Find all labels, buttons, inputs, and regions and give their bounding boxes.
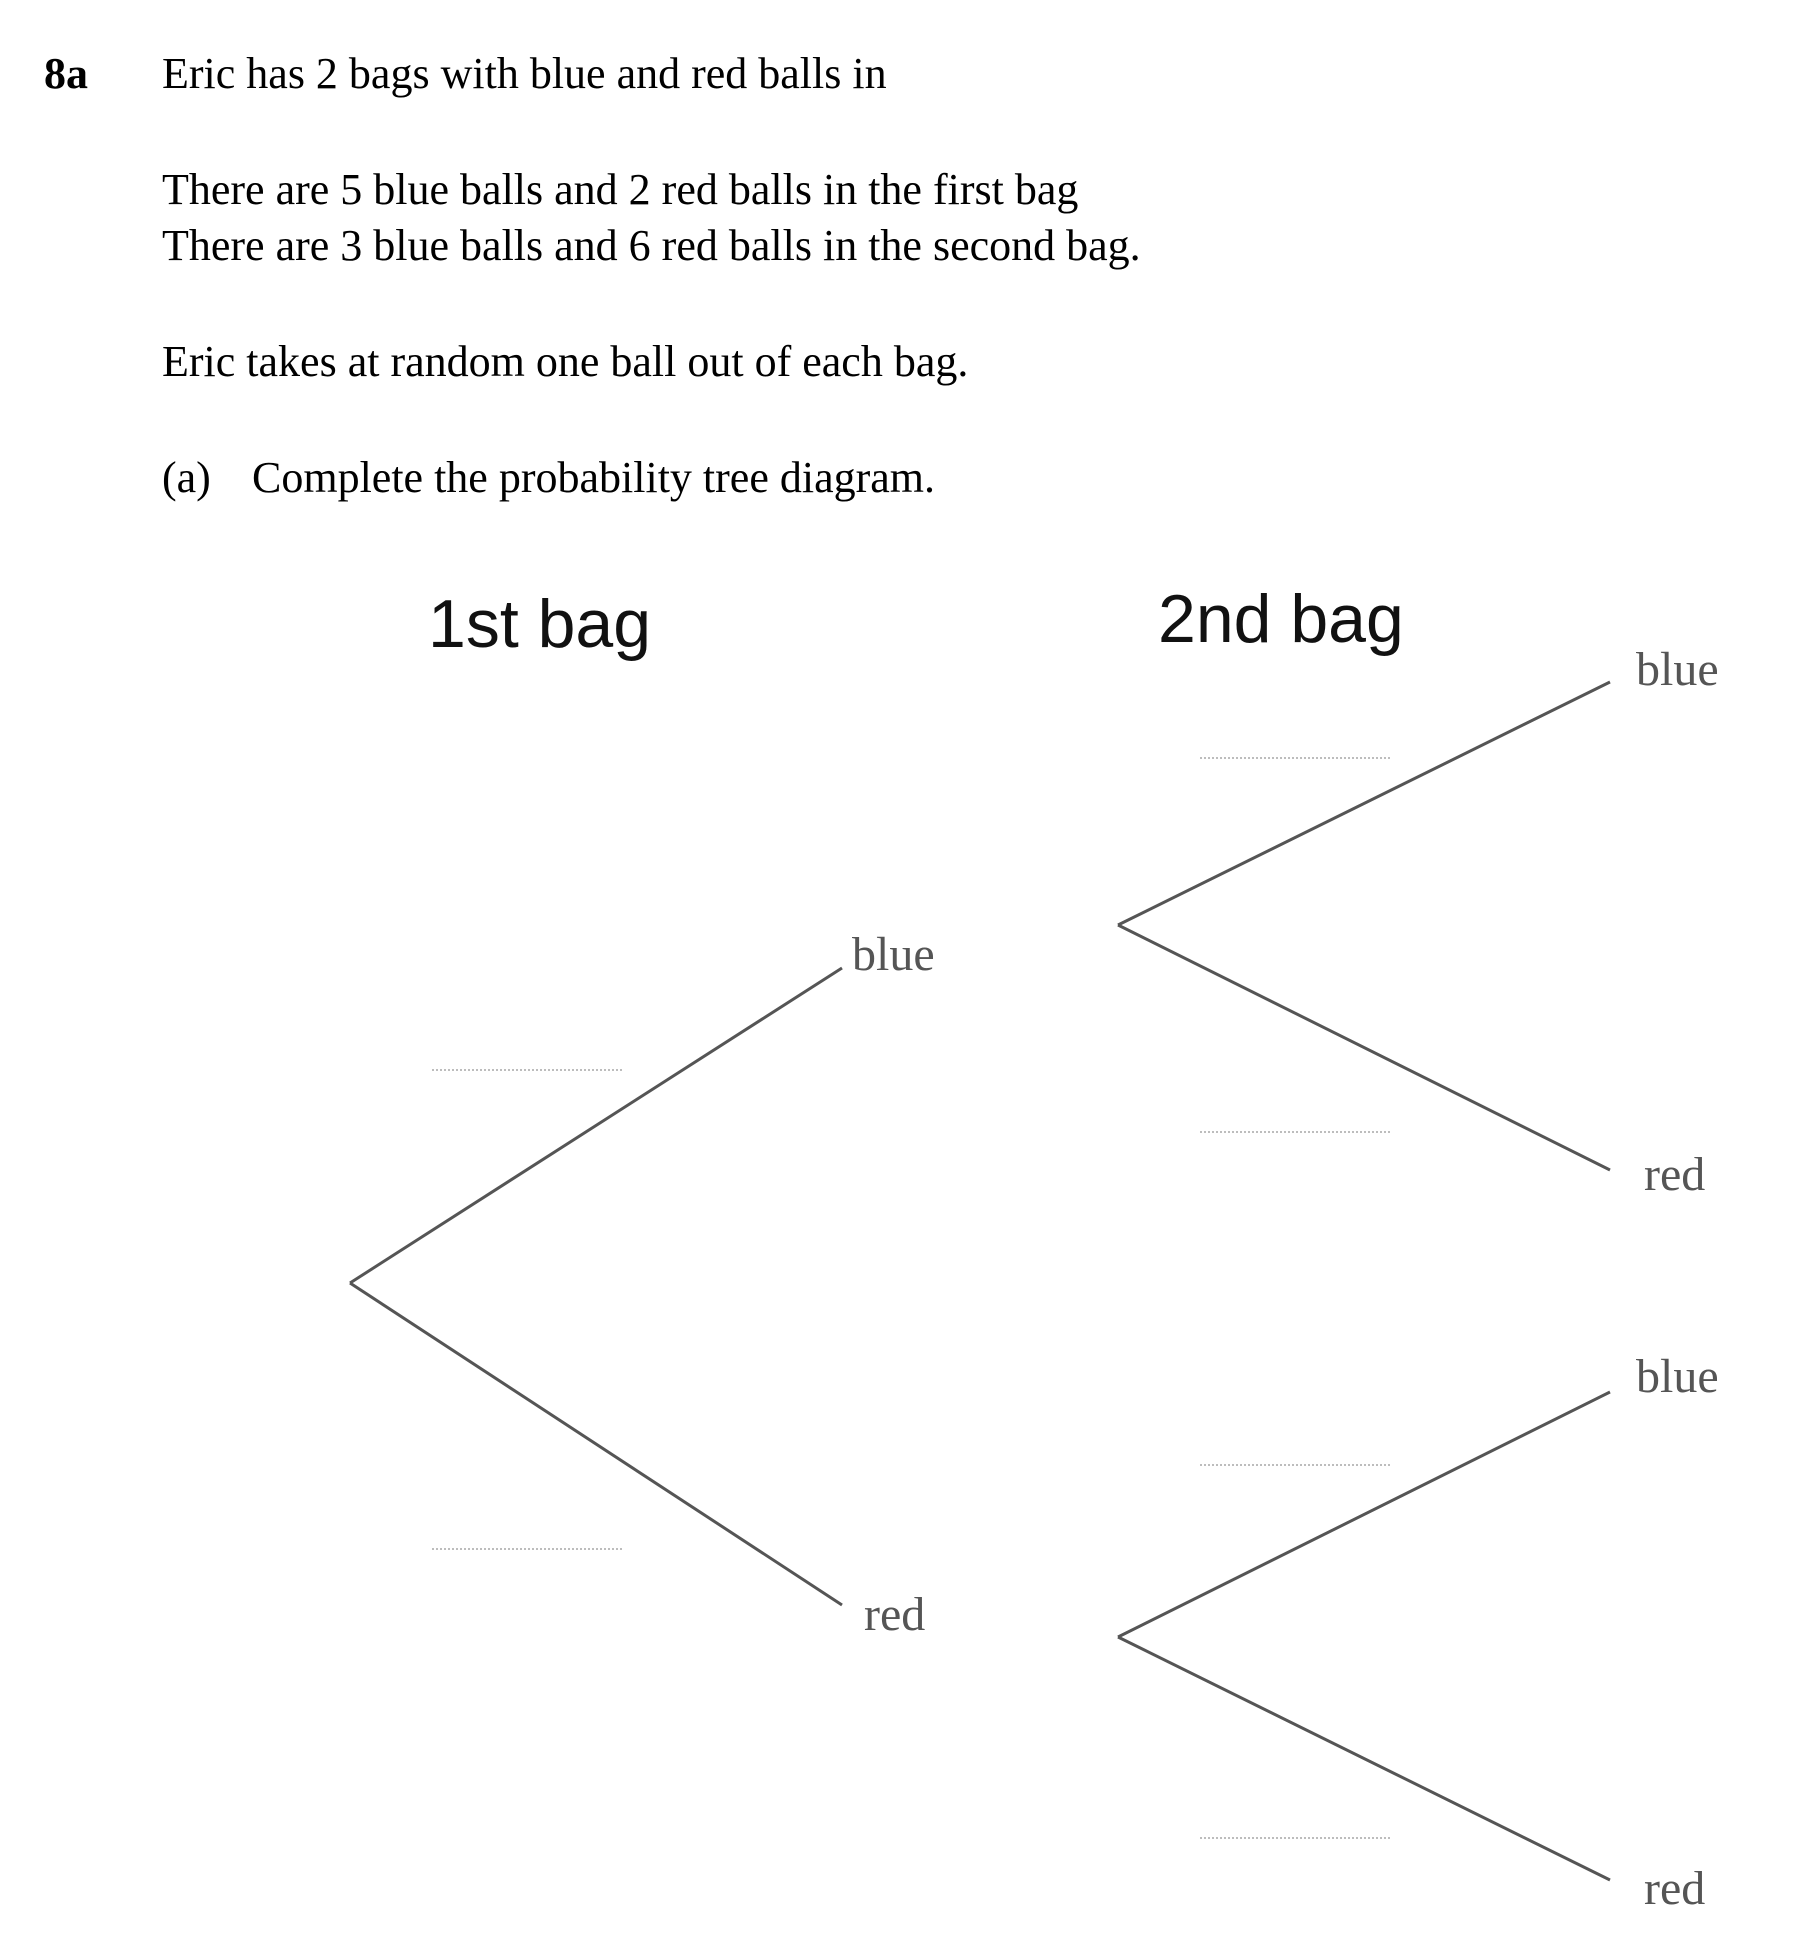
part-a-text: Complete the probability tree diagram. [252,453,936,502]
branch-first-blue [350,968,842,1283]
bag2-contents: There are 3 blue balls and 6 red balls in the second bag. [162,221,1141,270]
outcome-second-blue-after-red: blue [1636,1350,1719,1403]
question-number: 8a [44,49,88,98]
heading-second-bag: 2nd bag [1158,581,1404,657]
branch-second-blue-after-red [1118,1392,1610,1637]
instruction-text: Eric takes at random one ball out of each bag. [162,337,969,386]
outcome-first-red: red [864,1588,926,1641]
question-intro: Eric has 2 bags with blue and red balls in [162,49,887,98]
branch-second-red-after-red [1118,1637,1610,1880]
outcome-second-red-after-red: red [1644,1862,1706,1915]
bag1-contents: There are 5 blue balls and 2 red balls in the first bag [162,165,1079,214]
outcome-second-blue-after-blue: blue [1636,643,1719,696]
part-a-label: (a) [162,453,211,502]
branch-second-blue-after-blue [1118,682,1610,925]
outcome-second-red-after-blue: red [1644,1148,1706,1201]
branch-first-red [350,1283,842,1605]
heading-first-bag: 1st bag [428,586,652,662]
branch-second-red-after-blue [1118,925,1610,1170]
outcome-first-blue: blue [852,928,935,981]
